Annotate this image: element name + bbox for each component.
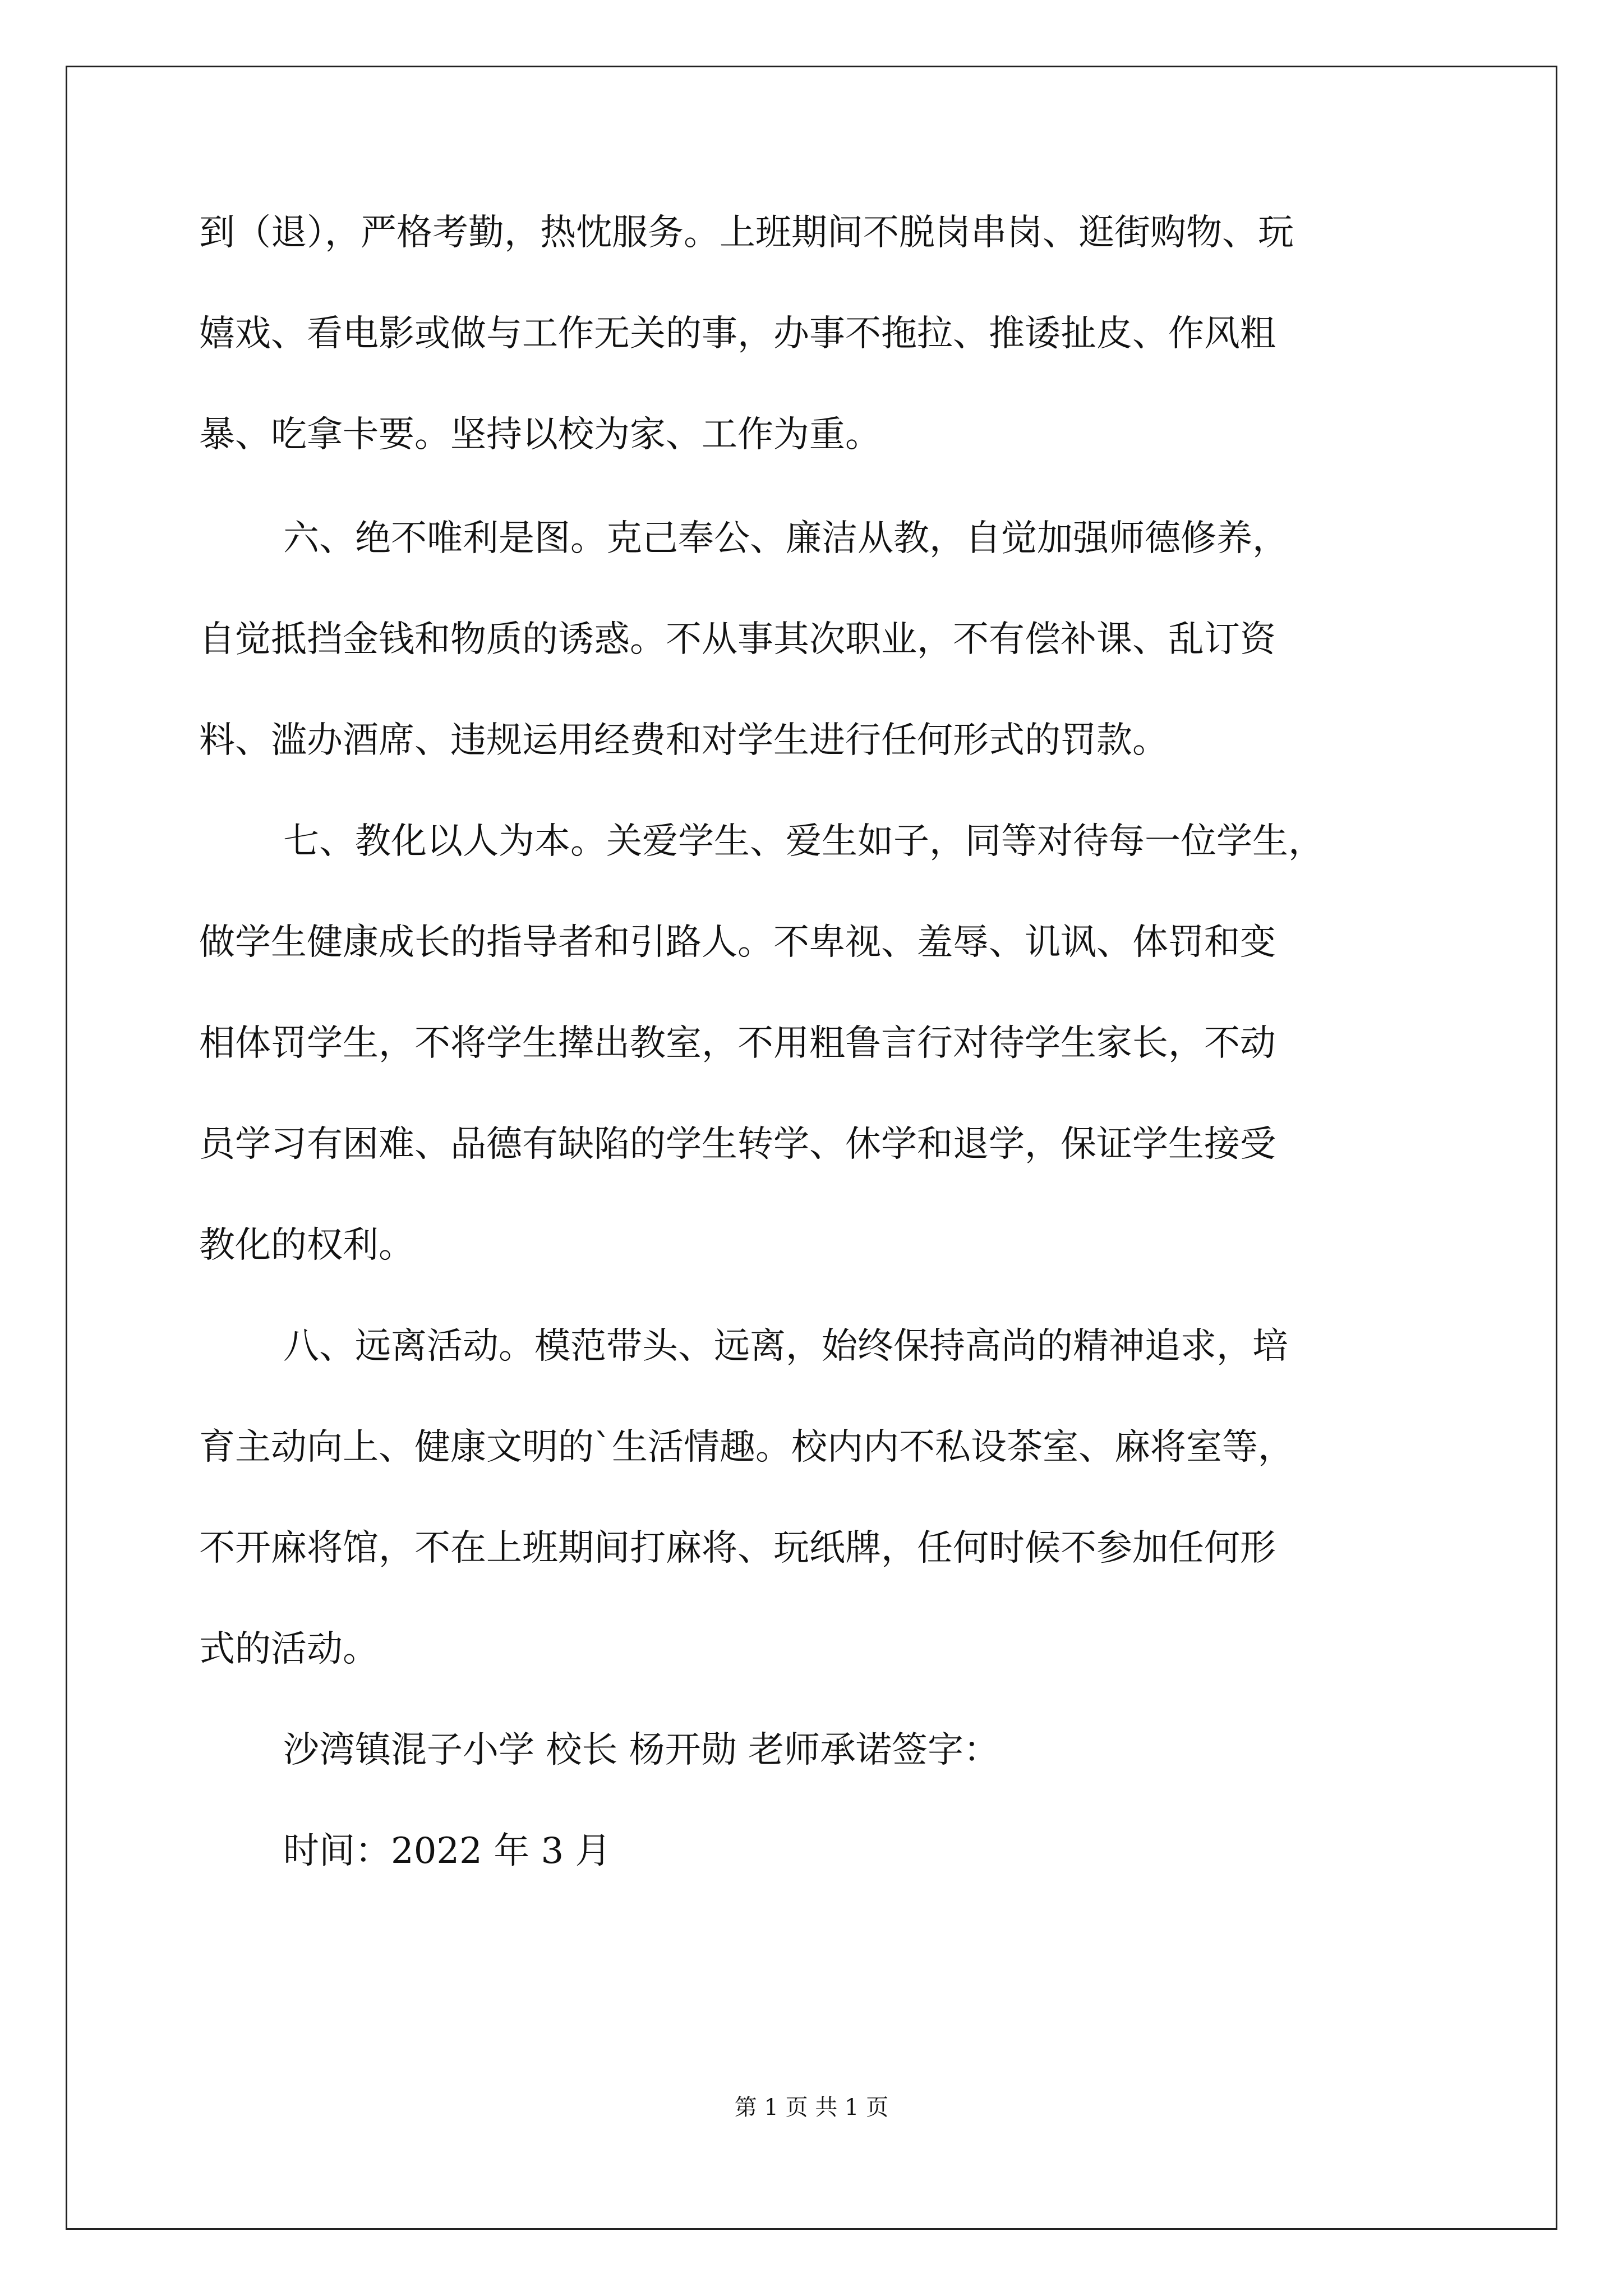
text-line: 嬉戏、看电影或做与工作无关的事，办事不拖拉、推诿扯皮、作风粗 [199,313,1276,355]
text-line: 不开麻将馆，不在上班期间打麻将、玩纸牌，任何时候不参加任何形 [199,1527,1276,1569]
text-line: 式的活动。 [199,1628,379,1670]
text-line: 暴、吃拿卡要。坚持以校为家、工作为重。 [199,414,881,455]
paragraph-seven-start: 七、教化以人为本。关爱学生、爱生如子，同等对待每一位学生， [283,821,1324,862]
paragraph-six-start: 六、绝不唯利是图。克己奉公、廉洁从教，自觉加强师德修养， [283,518,1288,559]
text-line: 自觉抵挡金钱和物质的诱惑。不从事其次职业，不有偿补课、乱订资 [199,619,1276,660]
date-line: 时间：2022 年 3 月 [283,1830,611,1872]
text-line: 到（退），严格考勤，热忱服务。上班期间不脱岗串岗、逛街购物、玩 [199,212,1294,254]
text-line: 员学习有困难、品德有缺陷的学生转学、休学和退学，保证学生接受 [199,1124,1276,1165]
page-footer: 第 1 页 共 1 页 [734,2095,889,2120]
text-line: 教化的权利。 [199,1225,414,1266]
signature-line: 沙湾镇混子小学 校长 杨开勋 老师承诺签字： [283,1729,1000,1771]
text-line: 做学生健康成长的指导者和引路人。不卑视、羞辱、讥讽、体罚和变 [199,922,1276,963]
text-line: 相体罚学生，不将学生撵出教室，不用粗鲁言行对待学生家长，不动 [199,1023,1276,1064]
text-line: 育主动向上、健康文明的`生活情趣。校内内不私设茶室、麻将室等， [199,1427,1294,1468]
text-line: 料、滥办酒席、违规运用经费和对学生进行任何形式的罚款。 [199,720,1168,761]
paragraph-eight-start: 八、远离活动。模范带头、远离，始终保持高尚的精神追求，培 [283,1326,1288,1367]
